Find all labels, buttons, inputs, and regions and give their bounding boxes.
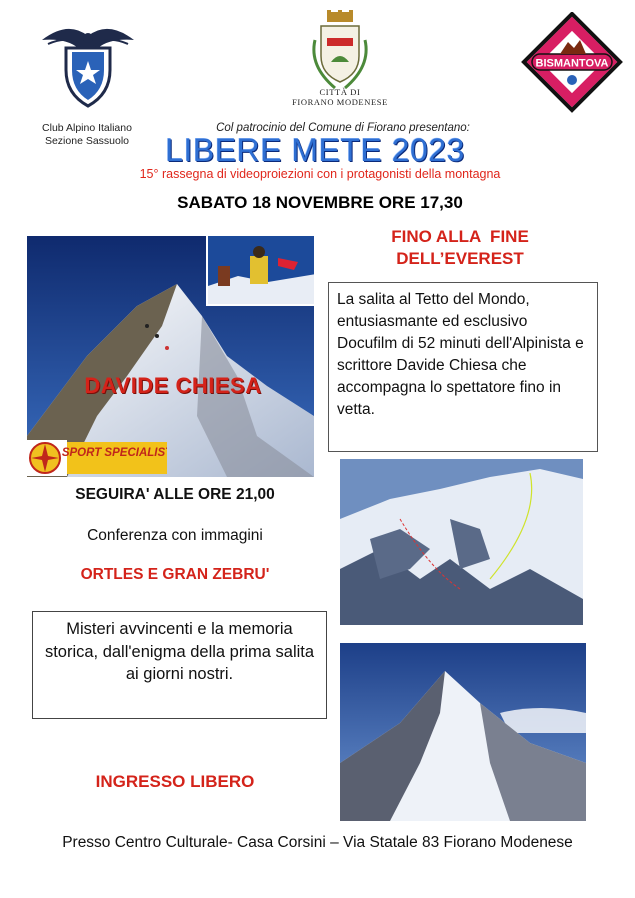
film-title-line1: FINO ALLA FINE — [391, 227, 529, 246]
bismantova-logo-text: BISMANTOVA — [535, 57, 609, 70]
event-title: LIBERE METE 2023 — [165, 132, 465, 168]
bismantova-logo — [518, 12, 626, 116]
sponsor-text: SPORT SPECIALIST — [61, 447, 167, 459]
city-label-prefix: CITTÀ DI — [319, 87, 361, 97]
rassegna-subtitle: 15° rassegna di videoproiezioni con i protagonisti della montagna — [139, 167, 501, 181]
film-title — [345, 226, 575, 270]
event-date-time: ORE 17,30 — [378, 193, 463, 212]
cai-logo — [38, 18, 138, 110]
conference-description: Misteri avvincenti e la memoria storica, dall'enigma della prima salita ai giorni nostri. — [32, 611, 327, 719]
city-label — [280, 87, 400, 107]
ortles-route-photo — [340, 459, 583, 625]
fiorano-crest — [305, 10, 375, 94]
event-date-day: SABATO 18 NOVEMBRE — [177, 193, 374, 212]
event-date — [140, 193, 500, 213]
patrocinio-text: Col patrocinio del Comune di Fiorano presentano: — [216, 122, 470, 134]
city-label-name: FIORANO MODENESE — [292, 97, 388, 107]
summit-climber-photo — [206, 236, 314, 306]
second-event-time: SEGUIRA' ALLE ORE 21,00 — [75, 486, 275, 503]
conference-label: Conferenza con immagini — [87, 527, 263, 544]
film-title-line2: DELL’EVEREST — [396, 249, 524, 268]
cai-name: Club Alpino Italiano — [42, 122, 132, 134]
film-description: La salita al Tetto del Mondo, entusiasmante ed esclusivo Docufilm di 52 minuti dell'Alpinista e scrittore Davide Chiesa che accompagna lo spettatore fino in vetta. — [328, 282, 598, 452]
svg-text:SPORT SPECIALIST — [62, 447, 167, 459]
speaker-name: DAVIDE CHIESA — [84, 373, 262, 398]
venue-address: Presso Centro Culturale- Casa Corsini – Via Statale 83 Fiorano Modenese — [62, 834, 573, 851]
ortles-peak-photo — [340, 643, 586, 821]
conference-title: ORTLES E GRAN ZEBRU' — [80, 566, 270, 583]
cai-section: Sezione Sassuolo — [44, 135, 130, 147]
sport-specialist-logo — [27, 440, 167, 476]
free-entry: INGRESSO LIBERO — [95, 772, 255, 791]
